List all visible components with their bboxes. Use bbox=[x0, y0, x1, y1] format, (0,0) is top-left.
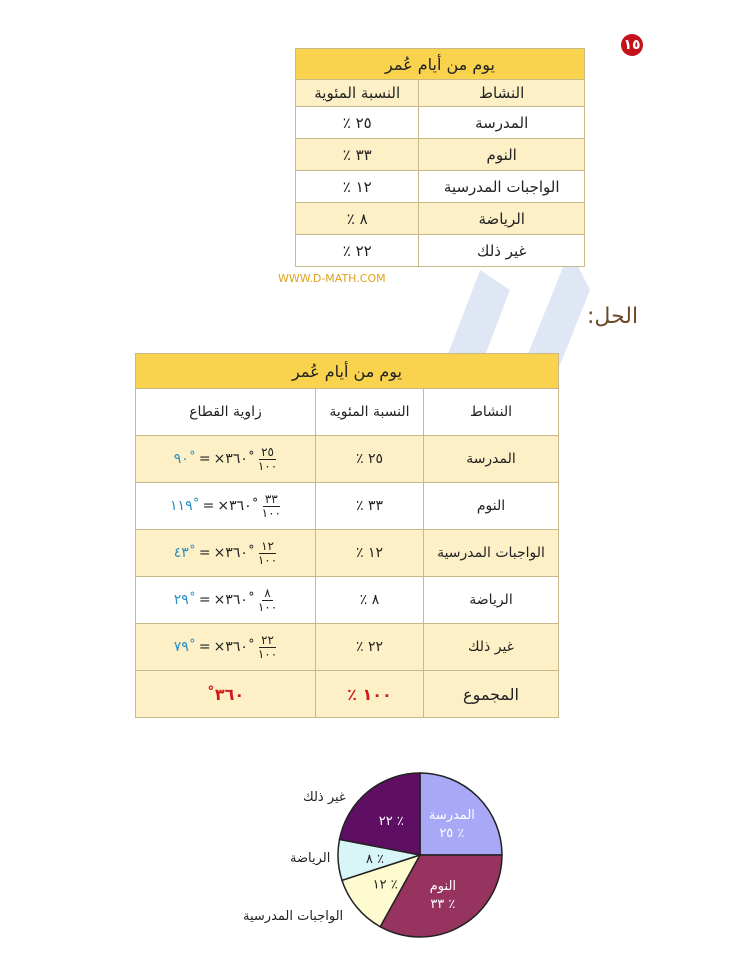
pie-label-other: غير ذلك bbox=[303, 790, 346, 805]
percent-cell: ٢٢ ٪ bbox=[316, 624, 424, 671]
activity-cell: المدرسة bbox=[419, 107, 585, 139]
solution-table bbox=[135, 353, 559, 718]
table-row bbox=[296, 107, 585, 139]
total-angle: ٣٦٠˚ bbox=[136, 671, 316, 718]
problem-table bbox=[295, 48, 585, 267]
percent-cell: ٢٢ ٪ bbox=[296, 235, 419, 267]
activity-cell: المدرسة bbox=[424, 436, 559, 483]
activity-cell: النوم bbox=[419, 139, 585, 171]
total-label: المجموع bbox=[424, 671, 559, 718]
angle-cell bbox=[136, 624, 316, 671]
page-number-badge: ١٥ bbox=[621, 34, 643, 56]
table-row bbox=[296, 203, 585, 235]
activity-cell: النوم bbox=[424, 483, 559, 530]
column-header-percent: النسبة المئوية bbox=[316, 389, 424, 436]
angle-result: ٤٣˚ bbox=[173, 545, 196, 561]
fraction-numerator: ٣٣ bbox=[264, 491, 278, 506]
pie-label-homework: الواجبات المدرسية bbox=[243, 909, 344, 924]
pie-label-sport: الرياضة bbox=[290, 851, 331, 866]
activity-cell: غير ذلك bbox=[419, 235, 585, 267]
activity-cell: الرياضة bbox=[424, 577, 559, 624]
pie-slice-percent: ٨ ٪ bbox=[365, 851, 385, 867]
fraction-denominator: ١٠٠ bbox=[257, 599, 278, 614]
solution-table-title: يوم من أيام عُمر bbox=[136, 354, 559, 389]
times-360: ×٣٦٠˚ bbox=[213, 592, 255, 608]
angle-formula bbox=[174, 540, 277, 567]
angle-result: ٩٠˚ bbox=[173, 451, 196, 467]
times-360: ×٣٦٠˚ bbox=[213, 545, 255, 561]
fraction bbox=[262, 493, 281, 520]
solution-heading: الحل: bbox=[587, 304, 639, 329]
activity-cell: الواجبات المدرسية bbox=[419, 171, 585, 203]
column-header-angle: زاوية القطاع bbox=[136, 389, 316, 436]
table-row bbox=[296, 235, 585, 267]
percent-cell: ٨ ٪ bbox=[296, 203, 419, 235]
fraction bbox=[258, 540, 277, 567]
pie-slice-percent: ١٢ ٪ bbox=[372, 877, 398, 893]
angle-formula bbox=[174, 634, 277, 661]
table-row bbox=[136, 530, 559, 577]
fraction-denominator: ١٠٠ bbox=[257, 646, 278, 661]
angle-cell bbox=[136, 436, 316, 483]
fraction bbox=[258, 634, 277, 661]
angle-result: ٧٩˚ bbox=[173, 639, 196, 655]
fraction bbox=[258, 446, 277, 473]
fraction-numerator: ٢٥ bbox=[261, 444, 274, 459]
fraction bbox=[258, 587, 277, 614]
pie-slice-percent: ٣٣ ٪ bbox=[430, 896, 456, 912]
times-360: ×٣٦٠˚ bbox=[213, 639, 255, 655]
table-row bbox=[136, 483, 559, 530]
fraction-numerator: ١٢ bbox=[261, 538, 274, 553]
fraction-numerator: ٨ bbox=[264, 585, 271, 600]
table-row bbox=[136, 624, 559, 671]
equals-sign: = bbox=[202, 498, 215, 514]
pie-slice-name: النوم bbox=[429, 878, 457, 894]
fraction-denominator: ١٠٠ bbox=[261, 505, 281, 520]
pie-slice-percent: ٢٢ ٪ bbox=[378, 814, 404, 830]
equals-sign: = bbox=[198, 451, 211, 467]
column-header-activity: النشاط bbox=[419, 80, 585, 107]
activity-cell: الرياضة bbox=[419, 203, 585, 235]
total-row bbox=[136, 671, 559, 718]
column-header-activity: النشاط bbox=[424, 389, 559, 436]
angle-cell bbox=[136, 530, 316, 577]
angle-cell bbox=[136, 577, 316, 624]
table-row bbox=[296, 171, 585, 203]
column-header-percent: النسبة المئوية bbox=[296, 80, 419, 107]
angle-formula bbox=[174, 587, 277, 614]
times-360: ×٣٦٠˚ bbox=[213, 451, 255, 467]
times-360: ×٣٦٠˚ bbox=[217, 498, 259, 514]
pie-slice-name: المدرسة bbox=[428, 808, 475, 824]
equals-sign: = bbox=[198, 592, 211, 608]
activity-cell: غير ذلك bbox=[424, 624, 559, 671]
fraction-numerator: ٢٢ bbox=[261, 632, 274, 647]
percent-cell: ٨ ٪ bbox=[316, 577, 424, 624]
equals-sign: = bbox=[198, 545, 211, 561]
pie-chart bbox=[335, 770, 505, 940]
watermark-url: WWW.D-MATH.COM bbox=[278, 272, 386, 285]
angle-formula bbox=[174, 446, 277, 473]
angle-result: ٢٩˚ bbox=[173, 592, 196, 608]
percent-cell: ١٢ ٪ bbox=[316, 530, 424, 577]
percent-cell: ٢٥ ٪ bbox=[296, 107, 419, 139]
percent-cell: ٢٥ ٪ bbox=[316, 436, 424, 483]
activity-cell: الواجبات المدرسية bbox=[424, 530, 559, 577]
table-row bbox=[136, 577, 559, 624]
fraction-denominator: ١٠٠ bbox=[257, 552, 278, 567]
problem-table-title: يوم من أيام عُمر bbox=[296, 49, 585, 80]
total-percent: ١٠٠ ٪ bbox=[316, 671, 424, 718]
table-row bbox=[136, 436, 559, 483]
percent-cell: ٣٣ ٪ bbox=[296, 139, 419, 171]
equals-sign: = bbox=[198, 639, 211, 655]
angle-result: ١١٩˚ bbox=[170, 498, 200, 514]
fraction-denominator: ١٠٠ bbox=[257, 458, 278, 473]
table-row bbox=[296, 139, 585, 171]
percent-cell: ٣٣ ٪ bbox=[316, 483, 424, 530]
pie-slice-percent: ٢٥ ٪ bbox=[439, 826, 465, 842]
angle-formula bbox=[170, 493, 281, 520]
percent-cell: ١٢ ٪ bbox=[296, 171, 419, 203]
angle-cell bbox=[136, 483, 316, 530]
